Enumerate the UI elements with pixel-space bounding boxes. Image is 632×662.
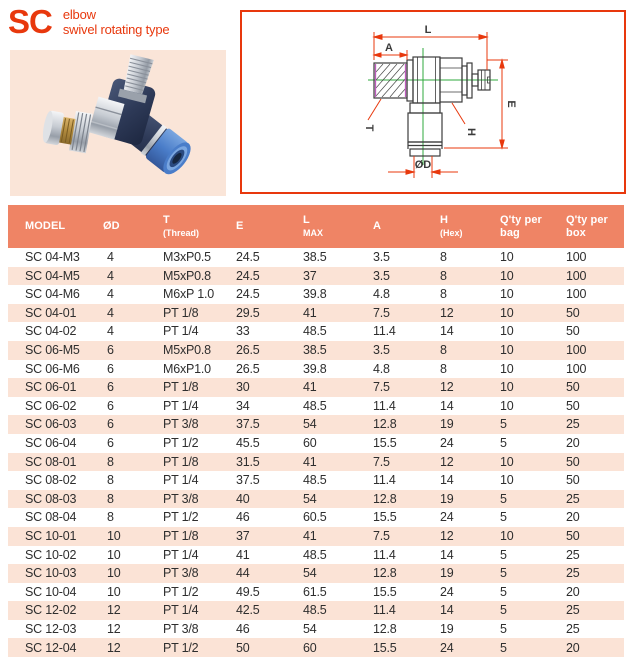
cell-l: 48.5 <box>303 547 327 562</box>
cell-e: 42.5 <box>236 603 260 618</box>
cell-qty_bag: 10 <box>500 473 514 488</box>
cell-t: PT 1/8 <box>163 380 199 395</box>
cell-h: 24 <box>440 435 454 450</box>
cell-h: 12 <box>440 528 454 543</box>
cell-od: 10 <box>107 584 121 599</box>
cell-e: 29.5 <box>236 305 260 320</box>
cell-od: 6 <box>107 343 114 358</box>
cell-e: 37.5 <box>236 417 260 432</box>
series-description-line2: swivel rotating type <box>62 21 170 37</box>
dim-label-a: A <box>385 42 393 54</box>
col-header-t: T (Thread) <box>155 205 228 248</box>
cell-l: 54 <box>303 621 317 636</box>
cell-a: 12.8 <box>373 491 397 506</box>
cell-od: 10 <box>107 547 121 562</box>
cell-l: 38.5 <box>303 250 327 265</box>
cell-t: PT 1/8 <box>163 305 199 320</box>
cell-qty_box: 100 <box>566 343 587 358</box>
cell-od: 4 <box>107 268 114 283</box>
cell-od: 10 <box>107 528 121 543</box>
cell-e: 31.5 <box>236 454 260 469</box>
cell-model: SC 08-01 <box>25 454 77 469</box>
table-row <box>8 304 624 323</box>
cell-model: SC 08-04 <box>25 510 77 525</box>
dim-label-l: L <box>424 24 432 36</box>
cell-model: SC 12-03 <box>25 621 77 636</box>
cell-qty_box: 50 <box>566 305 580 320</box>
table-row <box>8 285 624 304</box>
cell-h: 19 <box>440 566 454 581</box>
table-row <box>8 341 624 360</box>
cell-od: 8 <box>107 510 114 525</box>
cell-t: PT 1/2 <box>163 435 199 450</box>
cell-l: 39.8 <box>303 287 327 302</box>
cell-l: 48.5 <box>303 603 327 618</box>
cell-h: 8 <box>440 268 447 283</box>
cell-a: 3.5 <box>373 343 390 358</box>
cell-qty_box: 25 <box>566 491 580 506</box>
cell-t: PT 1/8 <box>163 528 199 543</box>
cell-model: SC 10-04 <box>25 584 77 599</box>
col-header-qty_box: Q'ty per box <box>558 205 624 248</box>
cell-h: 19 <box>440 417 454 432</box>
cell-a: 7.5 <box>373 305 390 320</box>
cell-e: 46 <box>236 621 250 636</box>
spec-table-header-row <box>8 205 624 248</box>
table-row <box>8 322 624 341</box>
cell-qty_box: 100 <box>566 268 587 283</box>
cell-a: 7.5 <box>373 528 390 543</box>
series-description-line1: elbow <box>62 7 96 22</box>
cell-model: SC 12-02 <box>25 603 77 618</box>
cell-model: SC 08-03 <box>25 491 77 506</box>
table-row <box>8 527 624 546</box>
cell-t: PT 1/4 <box>163 603 199 618</box>
cell-qty_box: 50 <box>566 473 580 488</box>
cell-t: PT 1/2 <box>163 584 199 599</box>
cell-qty_bag: 10 <box>500 324 514 339</box>
cell-a: 15.5 <box>373 435 397 450</box>
cell-model: SC 06-03 <box>25 417 77 432</box>
cell-t: PT 1/4 <box>163 398 199 413</box>
table-row <box>8 415 624 434</box>
cell-qty_bag: 5 <box>500 621 507 636</box>
cell-qty_bag: 10 <box>500 268 514 283</box>
cell-h: 12 <box>440 305 454 320</box>
cell-qty_box: 20 <box>566 510 580 525</box>
spec-table-header <box>8 205 624 248</box>
cell-a: 11.4 <box>373 473 396 488</box>
cell-t: PT 3/8 <box>163 621 199 636</box>
cell-l: 60 <box>303 640 317 655</box>
table-row <box>8 508 624 527</box>
product-photo <box>10 50 226 196</box>
cell-qty_box: 20 <box>566 435 580 450</box>
cell-e: 24.5 <box>236 268 260 283</box>
cell-model: SC 04-02 <box>25 324 77 339</box>
cell-qty_bag: 5 <box>500 417 507 432</box>
dim-label-h: H <box>465 128 477 136</box>
cell-l: 60.5 <box>303 510 327 525</box>
cell-a: 3.5 <box>373 268 390 283</box>
cell-l: 41 <box>303 380 317 395</box>
cell-a: 12.8 <box>373 566 397 581</box>
cell-t: M6xP 1.0 <box>163 287 214 302</box>
cell-model: SC 06-M5 <box>25 343 80 358</box>
cell-h: 8 <box>440 361 447 376</box>
cell-e: 44 <box>236 566 250 581</box>
cell-h: 24 <box>440 640 454 655</box>
cell-model: SC 06-02 <box>25 398 77 413</box>
cell-qty_bag: 5 <box>500 640 507 655</box>
cell-qty_box: 100 <box>566 287 587 302</box>
col-header-e: E <box>228 205 295 248</box>
cell-qty_box: 50 <box>566 528 580 543</box>
cell-od: 6 <box>107 435 114 450</box>
cell-l: 37 <box>303 268 317 283</box>
cell-qty_box: 100 <box>566 250 587 265</box>
cell-t: PT 1/2 <box>163 510 199 525</box>
cell-t: PT 1/8 <box>163 454 199 469</box>
cell-l: 41 <box>303 528 317 543</box>
series-description <box>63 5 170 37</box>
col-header-qty_bag: Q'ty per bag <box>492 205 558 248</box>
cell-l: 60 <box>303 435 317 450</box>
cell-h: 8 <box>440 343 447 358</box>
cell-h: 24 <box>440 584 454 599</box>
cell-model: SC 06-M6 <box>25 361 80 376</box>
cell-qty_bag: 5 <box>500 435 507 450</box>
table-row <box>8 434 624 453</box>
cell-a: 7.5 <box>373 454 390 469</box>
technical-drawing <box>242 12 624 192</box>
spec-table <box>8 205 624 657</box>
cell-model: SC 08-02 <box>25 473 77 488</box>
cell-e: 37 <box>236 528 250 543</box>
cell-qty_box: 25 <box>566 566 580 581</box>
cell-qty_bag: 10 <box>500 380 514 395</box>
table-row <box>8 546 624 565</box>
cell-t: PT 1/4 <box>163 473 199 488</box>
cell-qty_bag: 5 <box>500 491 507 506</box>
table-row <box>8 490 624 509</box>
series-code: SC <box>8 3 52 40</box>
cell-l: 48.5 <box>303 398 327 413</box>
cell-e: 26.5 <box>236 361 260 376</box>
cell-qty_box: 25 <box>566 417 580 432</box>
cell-qty_box: 50 <box>566 454 580 469</box>
cell-a: 15.5 <box>373 584 397 599</box>
cell-model: SC 04-M3 <box>25 250 80 265</box>
table-row <box>8 638 624 657</box>
cell-e: 49.5 <box>236 584 260 599</box>
table-row <box>8 564 624 583</box>
table-row <box>8 397 624 416</box>
cell-a: 11.4 <box>373 324 396 339</box>
cell-h: 12 <box>440 380 454 395</box>
cell-qty_bag: 5 <box>500 510 507 525</box>
cell-a: 15.5 <box>373 510 397 525</box>
cell-qty_box: 100 <box>566 361 587 376</box>
cell-l: 54 <box>303 491 317 506</box>
cell-model: SC 10-03 <box>25 566 77 581</box>
col-header-l: L MAX <box>295 205 365 248</box>
cell-a: 11.4 <box>373 603 396 618</box>
cell-h: 12 <box>440 454 454 469</box>
cell-qty_bag: 10 <box>500 250 514 265</box>
cell-h: 8 <box>440 287 447 302</box>
cell-l: 38.5 <box>303 343 327 358</box>
cell-l: 48.5 <box>303 473 327 488</box>
cell-l: 54 <box>303 566 317 581</box>
cell-model: SC 04-M6 <box>25 287 80 302</box>
cell-model: SC 04-01 <box>25 305 77 320</box>
cell-qty_box: 20 <box>566 640 580 655</box>
cell-h: 14 <box>440 398 454 413</box>
cell-qty_bag: 5 <box>500 566 507 581</box>
cell-e: 30 <box>236 380 250 395</box>
cell-a: 4.8 <box>373 287 390 302</box>
cell-h: 14 <box>440 603 454 618</box>
cell-e: 34 <box>236 398 250 413</box>
cell-od: 8 <box>107 473 114 488</box>
cell-qty_box: 20 <box>566 584 580 599</box>
cell-l: 61.5 <box>303 584 327 599</box>
cell-od: 8 <box>107 491 114 506</box>
col-header-a: A <box>365 205 432 248</box>
cell-e: 37.5 <box>236 473 260 488</box>
cell-a: 7.5 <box>373 380 390 395</box>
cell-e: 50 <box>236 640 250 655</box>
cell-qty_bag: 10 <box>500 343 514 358</box>
cell-model: SC 06-04 <box>25 435 77 450</box>
cell-model: SC 10-01 <box>25 528 77 543</box>
cell-od: 6 <box>107 361 114 376</box>
cell-model: SC 12-04 <box>25 640 77 655</box>
cell-e: 33 <box>236 324 250 339</box>
table-row <box>8 601 624 620</box>
spec-table-body <box>8 248 624 657</box>
cell-h: 14 <box>440 324 454 339</box>
cell-qty_bag: 5 <box>500 584 507 599</box>
cell-qty_bag: 10 <box>500 305 514 320</box>
product-photo-illustration <box>10 50 226 196</box>
table-row <box>8 248 624 267</box>
cell-e: 45.5 <box>236 435 260 450</box>
col-header-model: MODEL <box>8 205 95 248</box>
cell-a: 11.4 <box>373 547 396 562</box>
cell-qty_box: 50 <box>566 398 580 413</box>
cell-a: 12.8 <box>373 621 397 636</box>
cell-h: 19 <box>440 491 454 506</box>
cell-t: PT 1/4 <box>163 547 199 562</box>
cell-l: 41 <box>303 305 317 320</box>
cell-qty_box: 25 <box>566 603 580 618</box>
cell-h: 14 <box>440 547 454 562</box>
cell-l: 41 <box>303 454 317 469</box>
cell-h: 24 <box>440 510 454 525</box>
cell-h: 19 <box>440 621 454 636</box>
cell-od: 4 <box>107 287 114 302</box>
cell-e: 46 <box>236 510 250 525</box>
cell-qty_bag: 10 <box>500 398 514 413</box>
cell-e: 24.5 <box>236 287 260 302</box>
cell-qty_bag: 10 <box>500 454 514 469</box>
cell-a: 11.4 <box>373 398 396 413</box>
cell-h: 14 <box>440 473 454 488</box>
cell-qty_bag: 10 <box>500 361 514 376</box>
cell-t: PT 3/8 <box>163 491 199 506</box>
cell-qty_bag: 5 <box>500 603 507 618</box>
cell-e: 24.5 <box>236 250 260 265</box>
page-title <box>8 5 169 38</box>
table-row <box>8 378 624 397</box>
cell-t: PT 3/8 <box>163 566 199 581</box>
cell-e: 40 <box>236 491 250 506</box>
col-header-h: H (Hex) <box>432 205 492 248</box>
technical-drawing-panel <box>240 10 626 194</box>
cell-l: 48.5 <box>303 324 327 339</box>
cell-model: SC 04-M5 <box>25 268 80 283</box>
cell-od: 12 <box>107 640 121 655</box>
cell-qty_bag: 5 <box>500 547 507 562</box>
cell-l: 54 <box>303 417 317 432</box>
cell-l: 39.8 <box>303 361 327 376</box>
cell-qty_bag: 10 <box>500 528 514 543</box>
cell-qty_box: 25 <box>566 547 580 562</box>
cell-qty_box: 25 <box>566 621 580 636</box>
cell-od: 6 <box>107 417 114 432</box>
cell-model: SC 10-02 <box>25 547 77 562</box>
cell-t: M6xP1.0 <box>163 361 211 376</box>
cell-t: M5xP0.8 <box>163 343 211 358</box>
cell-a: 12.8 <box>373 417 397 432</box>
table-row <box>8 360 624 379</box>
cell-t: PT 3/8 <box>163 417 199 432</box>
cell-a: 4.8 <box>373 361 390 376</box>
table-row <box>8 583 624 602</box>
dim-label-e: E <box>505 100 517 108</box>
cell-a: 3.5 <box>373 250 390 265</box>
cell-e: 26.5 <box>236 343 260 358</box>
cell-a: 15.5 <box>373 640 397 655</box>
cell-t: M5xP0.8 <box>163 268 211 283</box>
cell-t: M3xP0.5 <box>163 250 211 265</box>
cell-e: 41 <box>236 547 250 562</box>
table-row <box>8 620 624 639</box>
dim-label-t: T <box>363 124 375 132</box>
cell-od: 4 <box>107 324 114 339</box>
cell-t: PT 1/4 <box>163 324 199 339</box>
cell-od: 6 <box>107 398 114 413</box>
cell-od: 8 <box>107 454 114 469</box>
cell-od: 12 <box>107 603 121 618</box>
cell-qty_box: 50 <box>566 324 580 339</box>
cell-h: 8 <box>440 250 447 265</box>
table-row <box>8 453 624 472</box>
cell-t: PT 1/2 <box>163 640 199 655</box>
cell-qty_box: 50 <box>566 380 580 395</box>
cell-od: 4 <box>107 305 114 320</box>
cell-qty_bag: 10 <box>500 287 514 302</box>
dim-label-od: ØD <box>414 159 432 171</box>
cell-model: SC 06-01 <box>25 380 77 395</box>
table-row <box>8 267 624 286</box>
col-header-od: ØD <box>95 205 155 248</box>
cell-od: 10 <box>107 566 121 581</box>
cell-od: 12 <box>107 621 121 636</box>
cell-od: 6 <box>107 380 114 395</box>
cell-od: 4 <box>107 250 114 265</box>
table-row <box>8 471 624 490</box>
